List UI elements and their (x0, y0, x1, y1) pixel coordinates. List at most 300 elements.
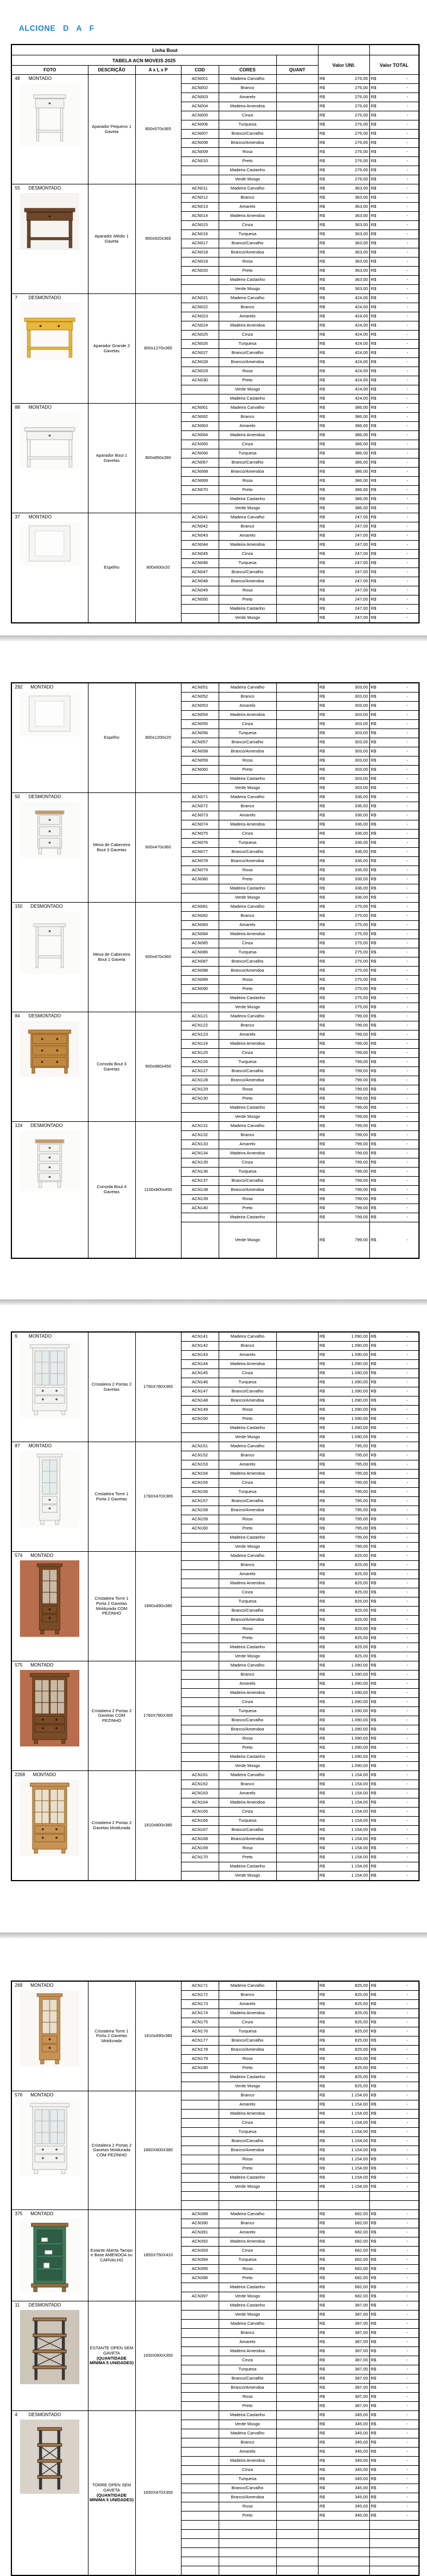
unit-price-cell (318, 1415, 369, 1424)
total-price-dash: - (406, 1754, 408, 1760)
currency-symbol: R$ (370, 986, 377, 992)
unit-price-value: 799,00 (355, 1237, 368, 1242)
currency-symbol: R$ (319, 313, 325, 319)
product-number: 84 (15, 1013, 20, 1019)
unit-price-value: 345,00 (355, 2440, 368, 2445)
quant-cell (276, 1460, 318, 1470)
total-price-dash: - (406, 1343, 408, 1349)
currency-symbol: R$ (319, 1004, 325, 1010)
currency-symbol: R$ (370, 2458, 377, 2464)
currency-symbol: R$ (319, 2065, 325, 2071)
currency-symbol: R$ (370, 606, 377, 611)
currency-symbol: R$ (370, 2357, 377, 2363)
unit-price-cell (318, 2384, 369, 2393)
total-price-cell (369, 1342, 419, 1351)
currency-symbol: R$ (319, 2047, 325, 2052)
cod-cell: ACN062 (181, 413, 219, 422)
currency-symbol: R$ (370, 2001, 377, 2007)
cod-cell: ACN176 (181, 2027, 219, 2036)
quant-cell (276, 2137, 318, 2146)
unit-price-value: 363,00 (355, 213, 368, 219)
unit-price-cell (318, 1871, 369, 1881)
currency-symbol: R$ (319, 1123, 325, 1129)
total-price-cell (369, 2457, 419, 2466)
unit-price-cell (318, 2046, 369, 2055)
cod-cell: ACN088 (181, 967, 219, 976)
total-price-dash: - (406, 2394, 408, 2400)
total-price-cell (369, 2155, 419, 2164)
cod-cell (181, 1424, 219, 1433)
color-cell: Branco/Carvalho (219, 1067, 276, 1076)
unit-price-cell (318, 1140, 369, 1149)
cod-cell (181, 495, 219, 504)
currency-symbol: R$ (370, 2111, 377, 2116)
currency-symbol: R$ (319, 587, 325, 593)
cod-cell: ACN173 (181, 2000, 219, 2009)
unit-price-value: 1.154,00 (351, 2092, 368, 2098)
cod-cell: ACN085 (181, 939, 219, 948)
total-price-cell (369, 884, 419, 893)
cod-cell: ACN136 (181, 1168, 219, 1177)
quant-cell (276, 2301, 318, 2311)
unit-price-cell (318, 495, 369, 504)
total-price-cell (369, 1332, 419, 1342)
cod-cell (181, 1762, 219, 1771)
currency-symbol: R$ (370, 478, 377, 484)
total-price-cell (369, 930, 419, 939)
currency-symbol: R$ (319, 2430, 325, 2436)
total-price-dash: - (406, 542, 409, 548)
unit-price-cell (318, 367, 369, 376)
total-price-dash: - (406, 2001, 408, 2007)
product-dimensions-cell: 1760X470X365 (135, 1442, 181, 1552)
total-price-dash: - (406, 968, 408, 973)
quant-cell (276, 2155, 318, 2164)
currency-symbol: R$ (319, 2376, 325, 2381)
currency-symbol: R$ (370, 341, 377, 347)
cod-cell: ACN391 (181, 2228, 219, 2237)
currency-symbol: R$ (370, 432, 377, 438)
currency-symbol: R$ (370, 533, 377, 538)
currency-symbol: R$ (370, 895, 377, 900)
currency-symbol: R$ (319, 396, 325, 401)
cod-cell: ACN077 (181, 848, 219, 857)
color-cell: Branco/Amendoa (219, 857, 276, 866)
product-description-cell: Cristaleira 2 Portas 2 Gavetas Moldurada COM PEZINHO (88, 2091, 135, 2210)
product-description-cell: Cristaleira 2 Portas 2 Gavetas COM PEZINHO (88, 1661, 135, 1771)
unit-price-value: 386,00 (355, 405, 368, 410)
total-price-dash: - (406, 2412, 408, 2418)
unit-price-value: 336,00 (355, 812, 368, 818)
unit-price-cell (318, 1515, 369, 1524)
unit-price-value: 825,00 (355, 1617, 368, 1623)
cod-cell: ACN128 (181, 1076, 219, 1085)
quant-cell (276, 2311, 318, 2320)
product-photo (20, 802, 79, 858)
product-description-cell: Espelho (88, 513, 135, 623)
unit-price-cell (318, 2091, 369, 2100)
total-price-dash: - (406, 986, 408, 992)
quant-cell (276, 1104, 318, 1113)
total-price-cell (369, 586, 419, 595)
unit-price-cell (318, 2237, 369, 2247)
cod-cell: ACN028 (181, 358, 219, 367)
unit-price-cell (318, 976, 369, 985)
total-price-cell (369, 1588, 419, 1597)
total-price-dash: - (406, 460, 409, 465)
quant-cell (276, 1561, 318, 1570)
color-cell: Turquesa (219, 559, 276, 568)
cod-cell: ACN081 (181, 903, 219, 912)
cod-cell: ACN076 (181, 839, 219, 848)
color-cell: Rosa (219, 1515, 276, 1524)
color-cell: Rosa (219, 2155, 276, 2164)
color-cell: Rosa (219, 2055, 276, 2064)
cod-cell (181, 2566, 219, 2576)
cod-cell: ACN048 (181, 577, 219, 586)
cod-cell (181, 166, 219, 175)
color-cell: Cinza (219, 720, 276, 729)
cod-cell (181, 2539, 219, 2548)
currency-symbol: R$ (370, 1681, 377, 1687)
unit-price-value: 336,00 (355, 803, 368, 809)
currency-symbol: R$ (319, 886, 325, 891)
unit-price-cell (318, 586, 369, 595)
total-price-dash: - (406, 1599, 408, 1604)
total-price-cell (369, 2301, 419, 2311)
total-price-cell (369, 285, 419, 294)
total-price-cell (369, 385, 419, 395)
currency-symbol: R$ (370, 1370, 377, 1376)
color-cell: Branco (219, 912, 276, 921)
currency-symbol: R$ (319, 1150, 325, 1156)
currency-symbol: R$ (319, 1644, 325, 1650)
price-table-page-3 (11, 1331, 420, 1881)
total-price-dash: - (406, 2257, 408, 2263)
total-price-dash: - (406, 441, 409, 447)
unit-price-cell (318, 2100, 369, 2110)
unit-price-cell (318, 1579, 369, 1588)
currency-symbol: R$ (319, 368, 325, 374)
cod-cell: ACN067 (181, 458, 219, 468)
product-id-status (13, 1771, 87, 1777)
product-number: 574 (15, 1553, 23, 1558)
cod-cell: ACN049 (181, 586, 219, 595)
cod-cell (181, 2521, 219, 2530)
cod-cell: ACN141 (181, 1332, 219, 1342)
quant-cell (276, 422, 318, 431)
quant-cell (276, 1177, 318, 1186)
unit-price-cell (318, 230, 369, 239)
unit-price-value: 825,00 (355, 1562, 368, 1568)
product-id-status (13, 1661, 87, 1668)
currency-symbol: R$ (319, 922, 325, 928)
unit-price-cell (318, 1661, 369, 1671)
color-cell: Verde Musgo (219, 285, 276, 294)
currency-symbol: R$ (370, 2421, 377, 2427)
total-price-cell (369, 541, 419, 550)
currency-symbol: R$ (319, 1635, 325, 1641)
total-price-cell (369, 532, 419, 541)
cod-cell (181, 2356, 219, 2365)
total-price-cell (369, 2110, 419, 2119)
color-cell: Madeira Carvalho (219, 1661, 276, 1671)
cod-cell (181, 2530, 219, 2539)
unit-price-value: 825,00 (355, 2001, 368, 2007)
color-cell: Turquesa (219, 449, 276, 458)
unit-price-value: 1.154,00 (351, 2156, 368, 2162)
color-cell: Cinza (219, 1049, 276, 1058)
color-cell: Preto (219, 595, 276, 605)
total-price-cell (369, 729, 419, 738)
currency-symbol: R$ (319, 1608, 325, 1613)
quant-cell (276, 1332, 318, 1342)
total-price-dash: - (406, 2129, 408, 2135)
unit-price-value: 303,00 (355, 758, 368, 763)
quant-cell (276, 239, 318, 248)
total-price-dash: - (406, 1169, 408, 1174)
currency-symbol: R$ (370, 1032, 377, 1037)
unit-price-cell (318, 1085, 369, 1094)
cod-cell: ACN072 (181, 802, 219, 811)
quant-cell (276, 939, 318, 948)
product-photo (20, 1021, 79, 1077)
cod-cell: ACN159 (181, 1515, 219, 1524)
unit-price-cell (318, 1543, 369, 1552)
color-cell: Madeira Castanho (219, 2301, 276, 2311)
cod-cell: ACN164 (181, 1798, 219, 1808)
currency-symbol: R$ (319, 423, 325, 429)
total-price-cell (369, 2073, 419, 2082)
total-price-dash: - (406, 304, 409, 310)
color-cell: Madeira Carvalho (219, 294, 276, 303)
total-price-dash: - (406, 1790, 408, 1796)
total-price-dash: - (406, 103, 409, 109)
currency-symbol: R$ (370, 1361, 377, 1367)
currency-symbol: R$ (319, 1196, 325, 1202)
color-cell: Madeira Castanho (219, 775, 276, 784)
total-price-dash: - (406, 2138, 408, 2144)
quant-cell (276, 1122, 318, 1131)
product-dimensions-cell: 600x470x360 (135, 903, 181, 1012)
product-photo-cell (11, 1122, 88, 1259)
unit-price-value: 1.154,00 (351, 2166, 368, 2171)
currency-symbol: R$ (370, 1041, 377, 1046)
total-price-cell (369, 1186, 419, 1195)
currency-symbol: R$ (319, 1836, 325, 1842)
unit-price-value: 1.090,00 (351, 1343, 368, 1349)
total-price-dash: - (406, 1617, 408, 1623)
product-photo (20, 2219, 79, 2293)
unit-price-cell (318, 257, 369, 267)
product-photo (20, 1130, 79, 1191)
color-cell: Madeira Carvalho (219, 793, 276, 802)
cod-cell (181, 2320, 219, 2329)
unit-price-cell (318, 1835, 369, 1844)
total-price-cell (369, 1204, 419, 1213)
quant-cell (276, 2292, 318, 2301)
color-cell: Verde Musgo (219, 1652, 276, 1661)
total-price-dash: - (406, 122, 409, 127)
unit-price-value: 1.090,00 (351, 1407, 368, 1412)
color-cell: Turquesa (219, 729, 276, 738)
table-row (11, 2210, 419, 2219)
cod-cell: ACN053 (181, 702, 219, 711)
total-price-dash: - (406, 231, 409, 237)
cod-cell: ACN009 (181, 148, 219, 157)
cod-cell (181, 1689, 219, 1698)
total-price-cell (369, 2000, 419, 2009)
currency-symbol: R$ (370, 2102, 377, 2107)
total-price-dash: - (406, 213, 409, 219)
currency-symbol: R$ (370, 2239, 377, 2244)
color-cell: Cinza (219, 2247, 276, 2256)
currency-symbol: R$ (319, 730, 325, 736)
table-row (11, 1442, 419, 1451)
color-cell: Preto (219, 766, 276, 775)
total-price-dash: - (406, 578, 409, 584)
cod-cell (181, 614, 219, 623)
unit-price-cell (318, 985, 369, 994)
quant-cell (276, 893, 318, 903)
cod-cell: ACN059 (181, 756, 219, 766)
unit-price-cell (318, 1506, 369, 1515)
quant-cell (276, 1680, 318, 1689)
currency-symbol: R$ (319, 1059, 325, 1065)
total-price-cell (369, 912, 419, 921)
total-price-cell (369, 2219, 419, 2228)
total-price-cell (369, 1387, 419, 1396)
cod-cell (181, 2301, 219, 2311)
currency-symbol: R$ (370, 1498, 377, 1504)
currency-symbol: R$ (319, 1708, 325, 1714)
total-price-dash: - (406, 1462, 408, 1467)
total-price-dash: - (406, 2458, 408, 2464)
cod-cell: ACN179 (181, 2055, 219, 2064)
unit-price-cell (318, 130, 369, 139)
color-cell: Turquesa (219, 340, 276, 349)
cod-cell: ACN127 (181, 1067, 219, 1076)
currency-symbol: R$ (319, 149, 325, 155)
total-price-dash: - (406, 1992, 408, 1998)
unit-price-value: 247,00 (355, 569, 368, 575)
total-price-dash: - (406, 1187, 408, 1193)
cod-cell: ACN019 (181, 257, 219, 267)
currency-symbol: R$ (370, 858, 377, 864)
total-price-cell (369, 1113, 419, 1122)
total-price-dash: - (406, 1443, 408, 1449)
total-price-cell (369, 2511, 419, 2521)
quant-cell (276, 595, 318, 605)
color-cell: Verde Musgo (219, 2311, 276, 2320)
quant-cell (276, 884, 318, 893)
unit-price-cell (318, 221, 369, 230)
quant-cell (276, 766, 318, 775)
quant-cell (276, 248, 318, 257)
unit-price-value: 1.090,00 (351, 1708, 368, 1714)
total-price-cell (369, 784, 419, 793)
total-price-dash: - (406, 2065, 408, 2071)
currency-symbol: R$ (370, 1132, 377, 1138)
col-header-foto: FOTO (11, 66, 88, 75)
unit-price-value: 303,00 (355, 730, 368, 736)
total-price-cell (369, 194, 419, 203)
quant-cell (276, 212, 318, 221)
unit-price-value: 799,00 (355, 1059, 368, 1065)
total-price-dash: - (406, 286, 409, 292)
color-cell: Madeira Amendoa (219, 102, 276, 111)
unit-price-cell (318, 1533, 369, 1543)
cod-cell: ACN056 (181, 729, 219, 738)
total-price-cell (369, 294, 419, 303)
price-table-page-2 (11, 682, 420, 1259)
currency-symbol: R$ (370, 286, 377, 292)
currency-symbol: R$ (319, 1041, 325, 1046)
cod-cell (181, 395, 219, 404)
unit-price-value: 363,00 (355, 195, 368, 200)
currency-symbol: R$ (370, 2028, 377, 2034)
currency-symbol: R$ (370, 2494, 377, 2500)
currency-symbol: R$ (319, 505, 325, 511)
total-price-cell (369, 2475, 419, 2484)
color-cell (219, 2201, 276, 2210)
unit-price-cell (318, 2128, 369, 2137)
total-price-dash: - (406, 721, 408, 727)
unit-price-cell (318, 967, 369, 976)
currency-symbol: R$ (319, 2293, 325, 2299)
cod-cell: ACN003 (181, 93, 219, 102)
product-photo (20, 911, 79, 974)
unit-price-cell (318, 2320, 369, 2329)
total-price-cell (369, 2566, 419, 2576)
unit-price-value: 682,00 (355, 2284, 368, 2290)
total-price-cell (369, 2247, 419, 2256)
total-price-cell (369, 839, 419, 848)
quant-cell (276, 75, 318, 84)
unit-price-cell (318, 458, 369, 468)
cod-cell (181, 1625, 219, 1634)
cod-cell: ACN165 (181, 1808, 219, 1817)
currency-symbol: R$ (370, 2503, 377, 2509)
cod-cell: ACN168 (181, 1835, 219, 1844)
currency-symbol: R$ (319, 1489, 325, 1495)
unit-price-value: 303,00 (355, 703, 368, 709)
quant-cell (276, 1607, 318, 1616)
unit-price-cell (318, 893, 369, 903)
currency-symbol: R$ (370, 1123, 377, 1129)
color-cell: Branco (219, 1021, 276, 1031)
quant-cell (276, 139, 318, 148)
quant-cell (276, 1707, 318, 1716)
currency-symbol: R$ (319, 1023, 325, 1028)
quant-cell (276, 1058, 318, 1067)
total-price-cell (369, 468, 419, 477)
cod-cell: ACN007 (181, 130, 219, 139)
currency-symbol: R$ (370, 758, 377, 763)
unit-price-value: 387,00 (355, 2366, 368, 2372)
unit-price-value: 1.154,00 (351, 1836, 368, 1842)
currency-symbol: R$ (370, 776, 377, 782)
currency-symbol: R$ (319, 597, 325, 602)
quant-cell (276, 1049, 318, 1058)
quant-cell (276, 2000, 318, 2009)
currency-symbol: R$ (319, 1352, 325, 1358)
cod-cell: ACN124 (181, 1040, 219, 1049)
total-price-cell (369, 1625, 419, 1634)
currency-symbol: R$ (319, 1653, 325, 1659)
currency-symbol: R$ (319, 1681, 325, 1687)
cod-cell: ACN052 (181, 693, 219, 702)
